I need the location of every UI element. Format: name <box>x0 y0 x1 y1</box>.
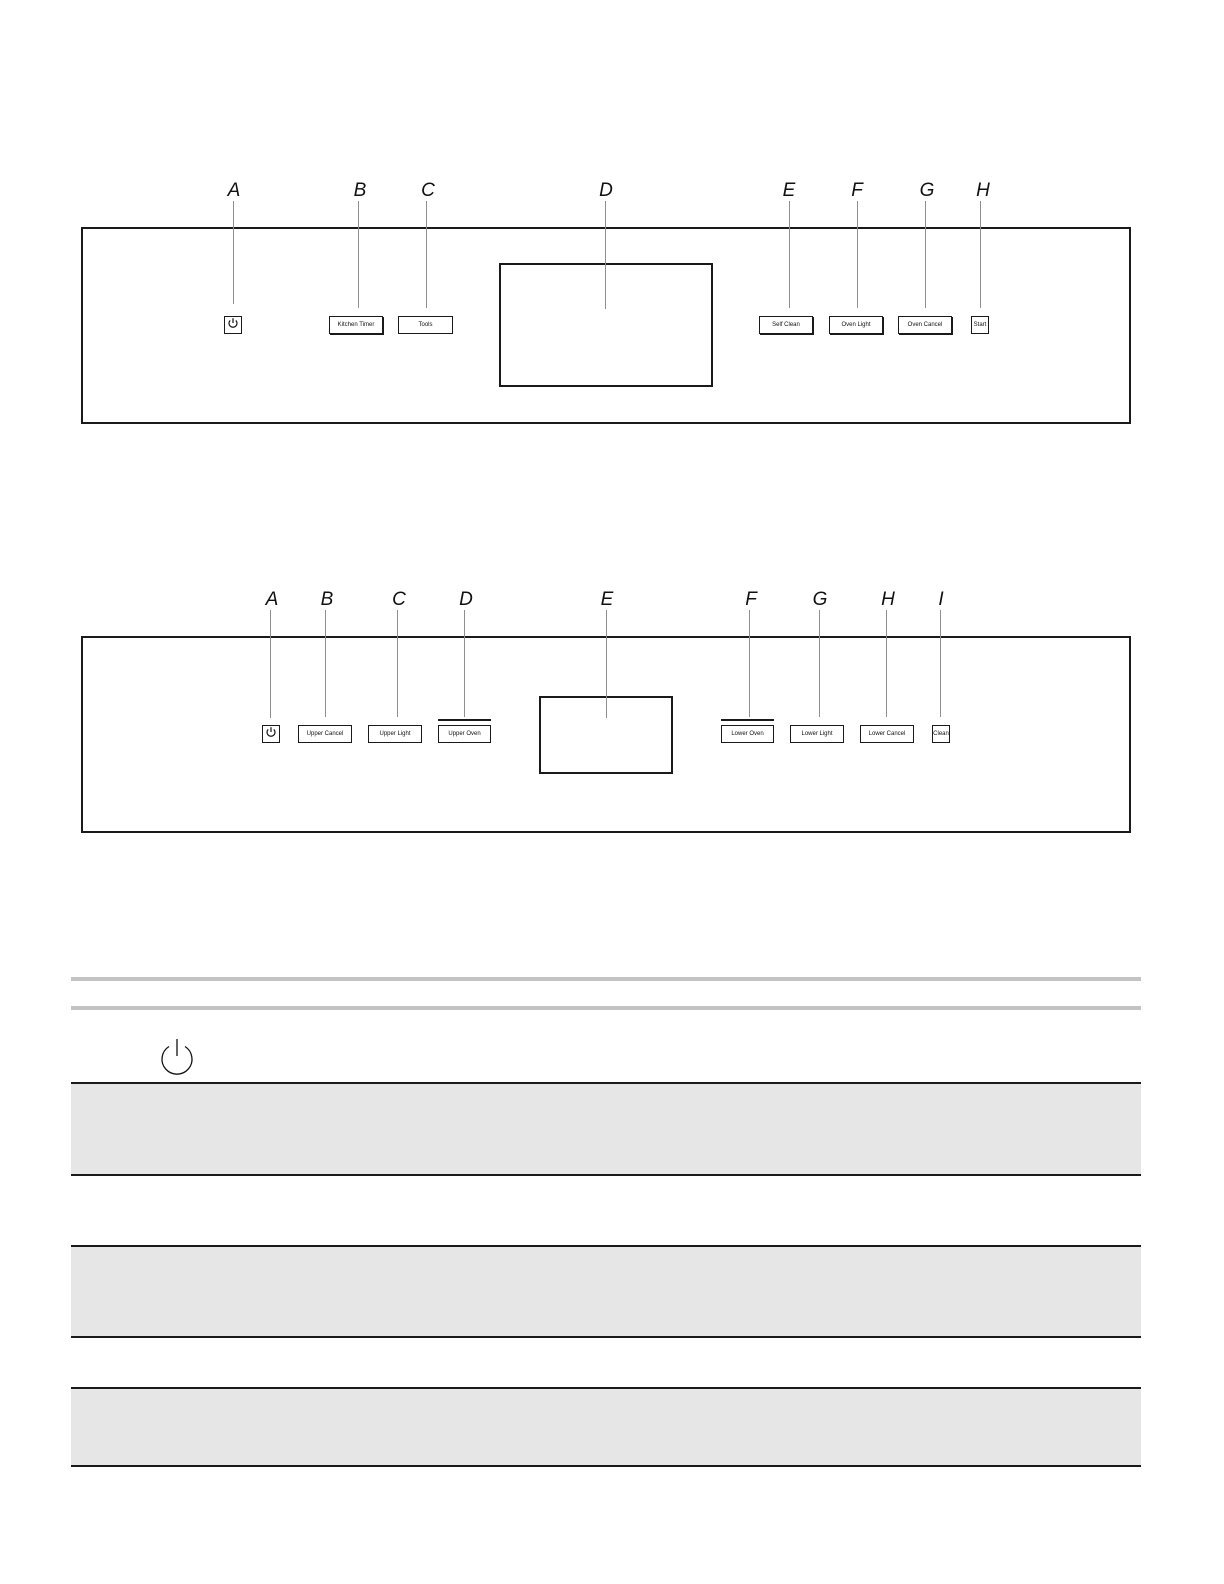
upper-light-button[interactable]: Upper Light <box>368 725 422 743</box>
self-clean-button[interactable]: Self Clean <box>759 316 813 334</box>
tools-button[interactable]: Tools <box>398 316 453 334</box>
display-screen <box>499 263 713 387</box>
callout-letter-b: B <box>353 180 367 201</box>
lower-cancel-button[interactable]: Lower Cancel <box>860 725 914 743</box>
leader-line-b <box>325 610 326 717</box>
upper-oven-indicator-bar <box>438 719 491 721</box>
table-row-rule <box>71 1174 1141 1176</box>
table-row <box>71 1389 1141 1465</box>
upper-cancel-button[interactable]: Upper Cancel <box>298 725 352 743</box>
lower-oven-button[interactable]: Lower Oven <box>721 725 774 743</box>
table-row <box>71 1247 1141 1336</box>
leader-line-e <box>789 201 790 308</box>
table-bottom-rule <box>71 1465 1141 1467</box>
leader-line-i <box>940 610 941 717</box>
leader-line-d <box>464 610 465 717</box>
callout-letter-g: G <box>812 589 828 610</box>
leader-line-a <box>270 610 271 718</box>
callout-letter-a: A <box>227 180 241 201</box>
lower-light-button[interactable]: Lower Light <box>790 725 844 743</box>
leader-line-h <box>886 610 887 717</box>
power-icon <box>227 316 239 334</box>
power-icon <box>265 725 277 743</box>
leader-line-e <box>606 610 607 718</box>
callout-letter-f: F <box>745 589 757 610</box>
leader-line-h <box>980 201 981 308</box>
power-button[interactable] <box>224 316 242 334</box>
start-button[interactable]: Start <box>971 316 989 334</box>
oven-light-button[interactable]: Oven Light <box>829 316 883 334</box>
leader-line-c <box>397 610 398 717</box>
kitchen-timer-button[interactable]: Kitchen Timer <box>329 316 383 334</box>
callout-letter-c: C <box>421 180 435 201</box>
table-row-rule <box>71 1336 1141 1338</box>
power-button[interactable] <box>262 725 280 743</box>
table-top-rule <box>71 977 1141 981</box>
clean-button[interactable]: Clean <box>932 725 950 743</box>
leader-line-b <box>358 201 359 308</box>
callout-letter-g: G <box>919 180 935 201</box>
leader-line-f <box>857 201 858 308</box>
callout-letter-h: H <box>976 180 990 201</box>
callout-letter-a: A <box>265 589 279 610</box>
callout-letter-e: E <box>782 180 796 201</box>
callout-letter-d: D <box>599 180 613 201</box>
leader-line-c <box>426 201 427 308</box>
leader-line-a <box>233 201 234 304</box>
table-header-rule <box>71 1006 1141 1010</box>
upper-oven-button[interactable]: Upper Oven <box>438 725 491 743</box>
power-icon <box>158 1037 196 1080</box>
callout-letter-i: I <box>938 589 944 610</box>
callout-letter-f: F <box>851 180 863 201</box>
oven-cancel-button[interactable]: Oven Cancel <box>898 316 952 334</box>
leader-line-g <box>925 201 926 308</box>
leader-line-g <box>819 610 820 717</box>
table-row <box>71 1084 1141 1174</box>
lower-oven-indicator-bar <box>721 719 774 721</box>
callout-letter-b: B <box>320 589 334 610</box>
callout-letter-d: D <box>459 589 473 610</box>
callout-letter-h: H <box>881 589 895 610</box>
leader-line-d <box>605 201 606 309</box>
callout-letter-c: C <box>392 589 406 610</box>
leader-line-f <box>749 610 750 717</box>
callout-letter-e: E <box>600 589 614 610</box>
